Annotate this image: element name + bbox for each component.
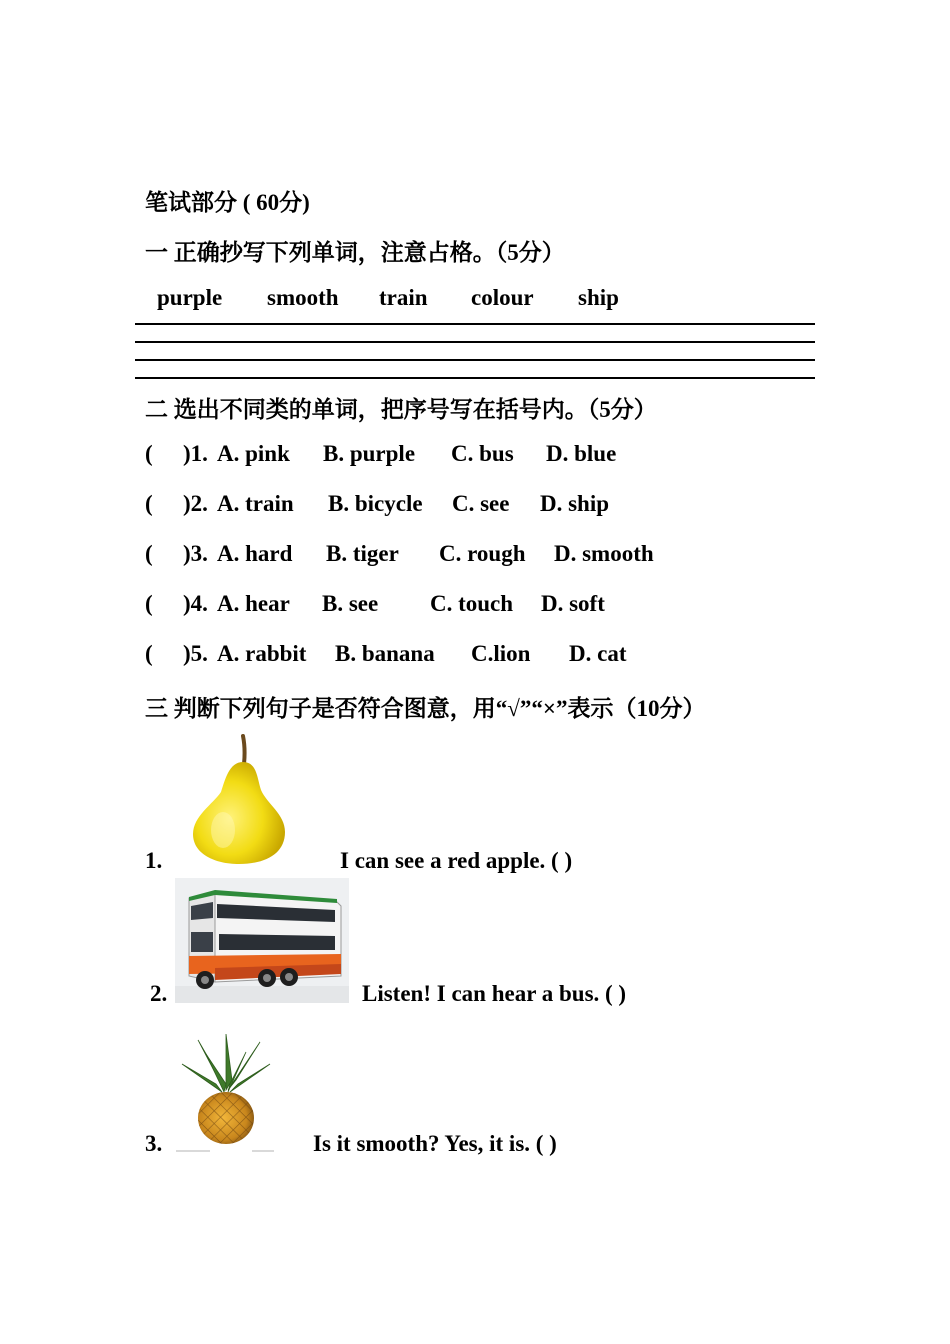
answer-bracket-open: (	[145, 591, 153, 616]
option-d: D. blue	[546, 441, 617, 466]
option-b: B. banana	[335, 641, 435, 666]
part2-heading: 二 选出不同类的单词，把序号写在括号内。（5分）	[145, 397, 657, 422]
option-b: B. purple	[323, 441, 416, 466]
option-d: D. ship	[540, 491, 610, 516]
writing-line	[135, 341, 815, 343]
writing-line	[135, 323, 815, 325]
question-row	[145, 491, 845, 521]
question-row	[145, 441, 845, 471]
part3-heading: 三 判断下列句子是否符合图意，用“√”“×”表示（10分）	[145, 696, 706, 721]
question-row	[145, 591, 845, 621]
item-sentence: Listen! I can hear a bus. ( )	[362, 981, 627, 1006]
option-d: D. cat	[569, 641, 627, 666]
option-b: B. bicycle	[328, 491, 423, 516]
question-number: )1.	[183, 441, 208, 466]
option-c: C. bus	[451, 441, 514, 466]
question-row	[145, 541, 845, 571]
word-colour: colour	[471, 285, 534, 310]
option-a: A. rabbit	[217, 641, 307, 666]
pineapple-image	[176, 1034, 276, 1154]
item-number: 3.	[145, 1131, 163, 1156]
word-purple: purple	[157, 285, 223, 310]
answer-bracket-open: (	[145, 491, 153, 516]
part1-heading: 一 正确抄写下列单词，注意占格。（5分）	[145, 240, 565, 265]
option-b: B. tiger	[326, 541, 399, 566]
option-a: A. hear	[217, 591, 290, 616]
writing-line	[135, 359, 815, 361]
question-number: )2.	[183, 491, 208, 516]
part1-word-list	[0, 285, 950, 315]
item-sentence: I can see a red apple. ( )	[340, 848, 573, 873]
option-c: C. rough	[439, 541, 526, 566]
answer-bracket-open: (	[145, 441, 153, 466]
section-title: 笔试部分 ( 60分)	[145, 190, 310, 215]
option-d: D. soft	[541, 591, 605, 616]
double-decker-bus-image	[175, 878, 349, 1003]
option-a: A. train	[217, 491, 294, 516]
option-a: A. pink	[217, 441, 290, 466]
option-a: A. hard	[217, 541, 293, 566]
answer-bracket-open: (	[145, 541, 153, 566]
writing-line	[135, 377, 815, 379]
question-number: )4.	[183, 591, 208, 616]
answer-bracket-open: (	[145, 641, 153, 666]
item-number: 1.	[145, 848, 163, 873]
pear-image	[185, 732, 295, 867]
option-c: C. touch	[430, 591, 514, 616]
option-c: C.lion	[471, 641, 531, 666]
item-number: 2.	[150, 981, 168, 1006]
item-sentence: Is it smooth? Yes, it is. ( )	[313, 1131, 557, 1156]
option-d: D. smooth	[554, 541, 654, 566]
question-number: )3.	[183, 541, 208, 566]
word-train: train	[379, 285, 428, 310]
word-smooth: smooth	[267, 285, 339, 310]
option-b: B. see	[322, 591, 379, 616]
option-c: C. see	[452, 491, 510, 516]
question-row	[145, 641, 845, 671]
question-number: )5.	[183, 641, 208, 666]
word-ship: ship	[578, 285, 619, 310]
